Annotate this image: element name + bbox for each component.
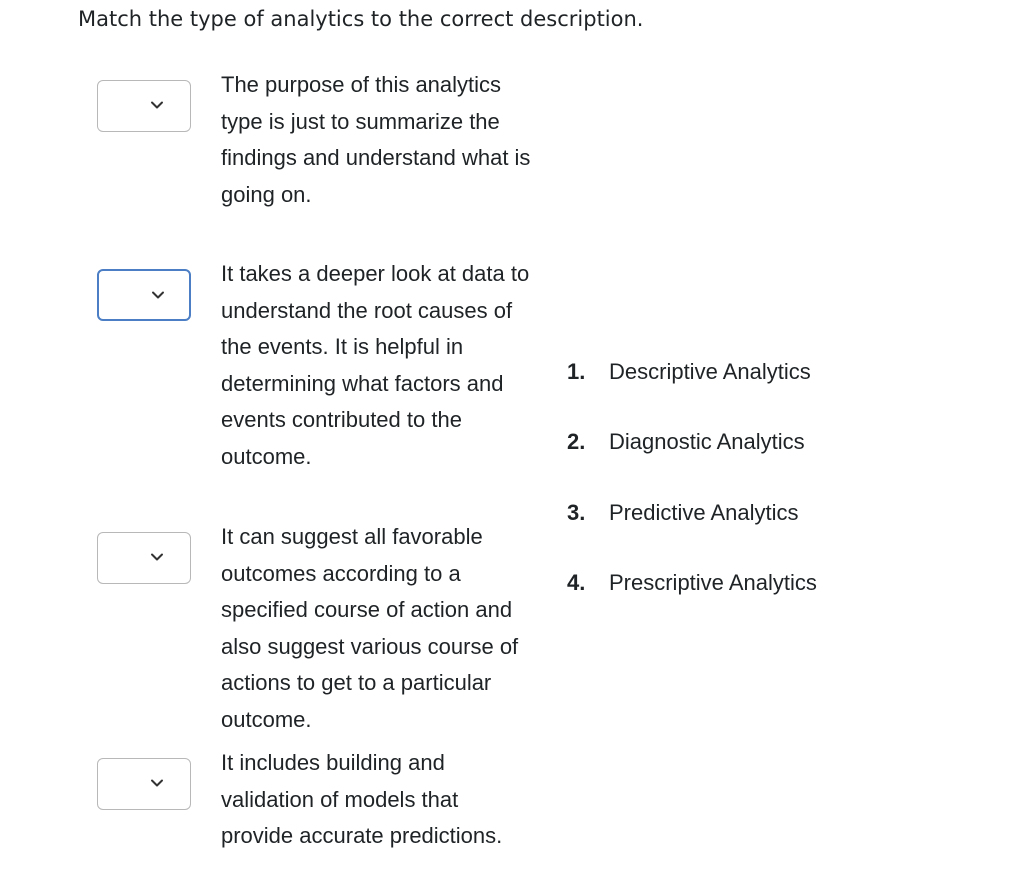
match-description-1: The purpose of this analytics type is just to summarize the findings and understand what is going on. [221,72,531,207]
question-instruction: Match the type of analytics to the correct description. [78,7,644,31]
match-select-1[interactable] [97,80,191,132]
answer-item-1 [567,359,811,385]
answer-number: 2. [567,429,586,454]
match-description-2: It takes a deeper look at data to understand the root causes of the events. It is helpful in determining what factors and events contributed to the outcome. [221,261,530,469]
match-select-2[interactable] [97,269,191,321]
answer-number: 4. [567,570,586,595]
answer-label: Predictive Analytics [609,500,799,525]
match-description-3: It can suggest all favorable outcomes according to a specified course of action and also suggest various course of actions to get to a particular outcome. [221,524,519,732]
answer-item-2 [567,429,805,455]
chevron-down-icon [150,287,166,303]
chevron-down-icon [149,97,165,113]
answer-item-4 [567,570,817,596]
answer-number: 1. [567,359,586,384]
chevron-down-icon [149,775,165,791]
chevron-down-icon [149,549,165,565]
answer-item-3 [567,500,799,526]
match-select-4[interactable] [97,758,191,810]
answer-number: 3. [567,500,586,525]
answer-label: Prescriptive Analytics [609,570,817,595]
answer-label: Descriptive Analytics [609,359,811,384]
answer-label: Diagnostic Analytics [609,429,805,454]
match-description-4: It includes building and validation of models that provide accurate predictions. [221,750,503,848]
match-select-3[interactable] [97,532,191,584]
